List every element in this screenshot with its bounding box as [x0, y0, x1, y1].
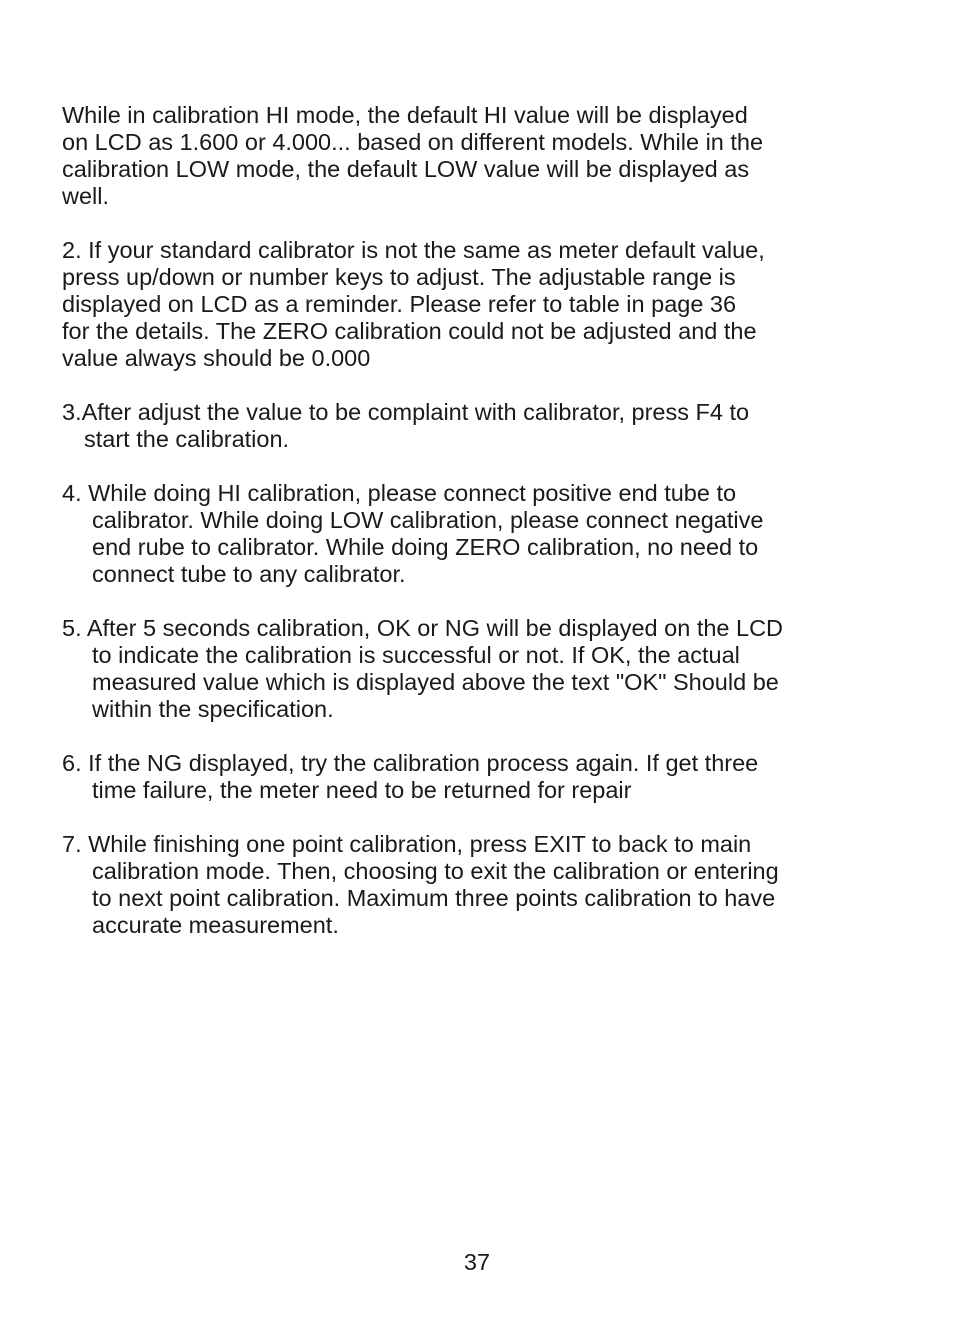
text-line: time failure, the meter need to be returned for repair	[92, 777, 632, 803]
text-line: 7. While finishing one point calibration, press EXIT to back to main	[62, 831, 752, 857]
step-7-paragraph	[62, 831, 922, 939]
page-number: 37	[463, 1249, 491, 1275]
text-line: calibration mode. Then, choosing to exit the calibration or entering	[92, 858, 779, 884]
text-line: value always should be 0.000	[62, 345, 371, 371]
step-4-paragraph	[62, 480, 922, 588]
step-5-paragraph	[62, 615, 922, 723]
step-2-paragraph	[62, 237, 922, 372]
text-line: press up/down or number keys to adjust. The adjustable range is	[62, 264, 736, 290]
text-line: on LCD as 1.600 or 4.000... based on different models. While in the	[62, 129, 764, 155]
text-line: to indicate the calibration is successful or not. If OK, the actual	[92, 642, 740, 668]
text-line: measured value which is displayed above the text "OK" Should be	[92, 669, 779, 695]
text-line: within the specification.	[92, 696, 334, 722]
text-line: calibration LOW mode, the default LOW value will be displayed as	[62, 156, 750, 182]
text-line: 3.After adjust the value to be complaint with calibrator, press F4 to	[62, 399, 750, 425]
text-line: well.	[62, 183, 110, 209]
text-line: displayed on LCD as a reminder. Please refer to table in page 36	[62, 291, 737, 317]
text-line: 2. If your standard calibrator is not the same as meter default value,	[62, 237, 765, 263]
page-body	[62, 102, 922, 966]
text-line: calibrator. While doing LOW calibration, please connect negative	[92, 507, 764, 533]
step-6-paragraph	[62, 750, 922, 804]
intro-paragraph	[62, 102, 922, 210]
text-line: 6. If the NG displayed, try the calibration process again. If get three	[62, 750, 759, 776]
text-line: accurate measurement.	[92, 912, 339, 938]
text-line: end rube to calibrator. While doing ZERO calibration, no need to	[92, 534, 759, 560]
text-line: connect tube to any calibrator.	[92, 561, 406, 587]
text-line: start the calibration.	[84, 426, 290, 452]
text-line: for the details. The ZERO calibration could not be adjusted and the	[62, 318, 757, 344]
text-line: to next point calibration. Maximum three points calibration to have	[92, 885, 776, 911]
text-line: 5. After 5 seconds calibration, OK or NG will be displayed on the LCD	[62, 615, 784, 641]
text-line: While in calibration HI mode, the default HI value will be displayed	[62, 102, 748, 128]
step-3-paragraph	[62, 399, 922, 453]
text-line: 4. While doing HI calibration, please connect positive end tube to	[62, 480, 737, 506]
